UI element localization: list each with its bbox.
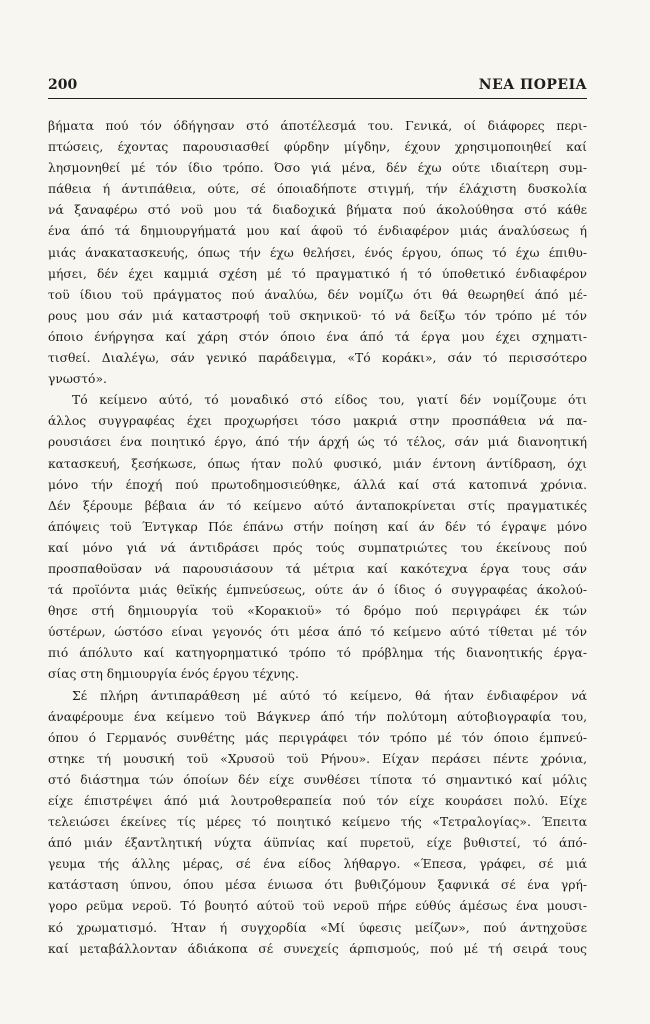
text-line: καί μόνο γιά νά άντιδράσει πρός τούς συμπατριώτες του έκείνους πού bbox=[48, 540, 587, 555]
text-line: λησμονηθεί μέ τόν ίδιο τρόπο. Όσο γιά μένα, δέν έχω ούτε ιδιαίτερη συμ- bbox=[48, 161, 587, 176]
running-title: ΝΕΑ ΠΟΡΕΙΑ bbox=[478, 77, 587, 93]
text-line: θησε στή δημιουργία τοϋ «Κορακιοϋ» τό δρόμο πού περιγράφει έκ τών bbox=[48, 604, 587, 619]
text-line: στό διάστημα τών όποίων δέν είχε συνθέσει τίποτα τό σημαντικό καί μόλις bbox=[48, 772, 587, 787]
text-line: άπό μιάν έξαντλητική νύχτα άϋπνίας καί πυρετοϋ, είχε βυθιστεί, τό άπό- bbox=[48, 836, 587, 851]
text-line: μήσει, δέν έχει καμμιά σχέση μέ τό πραγματικό ή τό ύποθετικό ένδιαφέρον bbox=[48, 266, 587, 281]
text-line: άλλος συγγραφέας έχει προχωρήσει τόσο μακριά στην προσπάθεια νά πα- bbox=[48, 414, 587, 429]
text-line: μόνο τήν έποχή πού πρωτοδημοσιεύθηκε, άλλά καί στά κατοπινά χρόνια. bbox=[48, 477, 587, 492]
text-line: μιάς άνακατασκευής, όπως τήν έχω θελήσει, ένός έργου, όπως τό έχω έπιθυ- bbox=[48, 245, 587, 260]
text-line: Τό κείμενο αύτό, τό μοναδικό στό είδος του, γιατί δέν νομίζουμε ότι bbox=[72, 393, 587, 408]
text-line: πάθεια ή άντιπάθεια, ούτε, σέ όποιαδήποτε στιγμή, τήν έλάχιστη δυσκολία bbox=[48, 182, 587, 197]
text-line: καί μεταβάλλονταν άδιάκοπα σέ συνεχείς άρπισμούς, πού μέ τή σειρά τους bbox=[48, 941, 587, 956]
text-line: ρους μου σάν μιά καταστροφή τοϋ σκηνικοϋ· τό νά δείξω τόν τρόπο μέ τόν bbox=[48, 308, 587, 323]
text-line: πιό άπόλυτο καί κατηγορηματικό τρόπο τό πρόβλημα τής διανοητικής έργα- bbox=[48, 646, 587, 661]
text-line: τοϋ ίδιου τοϋ πράγματος πού άναλύω, δέν νομίζω ότι θά θεωρηθεί άπό μέ- bbox=[48, 287, 587, 302]
text-line: ρουσιάσει ένα ποιητικό έργο, άπό τήν άρχή ώς τό τέλος, σάν μιά διανοητική bbox=[48, 435, 587, 450]
text-line: γνωστό». bbox=[48, 372, 107, 387]
text-line: άναφέρουμε ένα κείμενο τοϋ Βάγκνερ άπό τήν πολύτομη αύτοβιογραφία του, bbox=[48, 709, 587, 724]
text-line: κό χρωματισμό. Ήταν ή συγχορδία «Μί ύφεσις μείζων», πού άντηχοϋσε bbox=[48, 920, 587, 935]
text-line: γορο ρεϋμα νεροϋ. Τό βουητό αύτοϋ τοϋ νεροϋ πήρε εύθύς άμέσως ένα μουσι- bbox=[48, 899, 587, 914]
header-rule bbox=[48, 98, 587, 99]
text-line: ένα άπό τά δημιουργήματά μου καί άφοϋ τό ένδιαφέρον μιάς άναλύσεως ή bbox=[48, 224, 587, 239]
text-line: κατασκευή, ξεσήκωσε, όπως ήταν πολύ φυσικό, μιάν έντονη άντίδραση, όχι bbox=[48, 456, 587, 471]
text-line: σίας στη δημιουργία ένός έργου τέχνης. bbox=[48, 667, 299, 682]
text-line: γευμα τής άλλης μέρας, σέ ένα είδος λήθαργο. «Έπεσα, γράφει, σέ μιά bbox=[48, 857, 587, 872]
text-line: τά προϊόντα μιάς θεϊκής έμπνεύσεως, ούτε άν ό ίδιος ό συγγραφέας άκολού- bbox=[48, 583, 587, 598]
text-line: Σέ πλήρη άντιπαράθεση μέ αύτό τό κείμενο, θά ήταν ένδιαφέρον νά bbox=[72, 688, 587, 703]
page-body bbox=[48, 116, 587, 960]
paragraph-3 bbox=[48, 686, 587, 960]
text-line: βήματα πού τόν όδήγησαν στό άποτέλεσμά του. Γενικά, οί διάφορες περι- bbox=[48, 119, 587, 133]
page-number: 200 bbox=[48, 77, 78, 93]
page-header bbox=[48, 77, 587, 99]
text-line: πτώσεις, έχοντας παρουσιασθεί φύρδην μίγδην, έχουν χρησιμοποιηθεί καί bbox=[48, 140, 587, 155]
text-line: είχε έπιστρέψει άπό μιά λουτροθεραπεία πού τόν είχε κουράσει πολύ. Είχε bbox=[48, 794, 587, 808]
text-line: κατάσταση ύπνου, όπου μέσα ένιωσα ότι βυθιζόμουν ξαφνικά σέ ένα γρή- bbox=[48, 878, 587, 893]
text-line: προσπαθοϋσαν νά παρουσιάσουν τά μέτρια καί κακότεχνα έργα τους σάν bbox=[48, 561, 587, 576]
paragraph-1 bbox=[48, 116, 587, 390]
text-line: νά ξαναφέρω στό νοϋ μου τά διαδοχικά βήματα πού άκολούθησα στό κάθε bbox=[48, 203, 587, 218]
paragraph-2 bbox=[48, 390, 587, 685]
text-line: όπου ό Γερμανός συνθέτης μάς περιγράφει τόν τρόπο μέ τόν όποιο έμπνεύ- bbox=[48, 730, 587, 745]
text-line: Δέν ξέρουμε βέβαια άν τό κείμενο αύτό άνταποκρίνεται στίς πραγματικές bbox=[48, 498, 587, 513]
text-line: όποιο ένήργησα καί χάρη στόν όποιο ένα άπό τά έργα μου έχει σχηματι- bbox=[48, 329, 587, 344]
text-line: ύστέρων, ώστόσο είναι γεγονός ότι μέσα άπό τό κείμενο αύτό τίθεται μέ τόν bbox=[48, 625, 587, 640]
text-line: άπόψεις τοϋ Έντγκαρ Πόε έπάνω στήν ποίηση καί άν δέν τό έγραψε μόνο bbox=[48, 519, 587, 534]
text-line: στηκε τή μουσική τοϋ «Χρυσοϋ τοϋ Ρήνου». Είχαν περάσει πέντε χρόνια, bbox=[48, 751, 587, 766]
text-line: τισθεί. Διαλέγω, σάν γενικό παράδειγμα, «Τό κοράκι», σάν τό περισσότερο bbox=[48, 351, 587, 366]
text-line: τελειώσει έκείνες τίς μέρες τό ποιητικό κείμενο τής «Τετραλογίας». Έπειτα bbox=[48, 815, 587, 830]
